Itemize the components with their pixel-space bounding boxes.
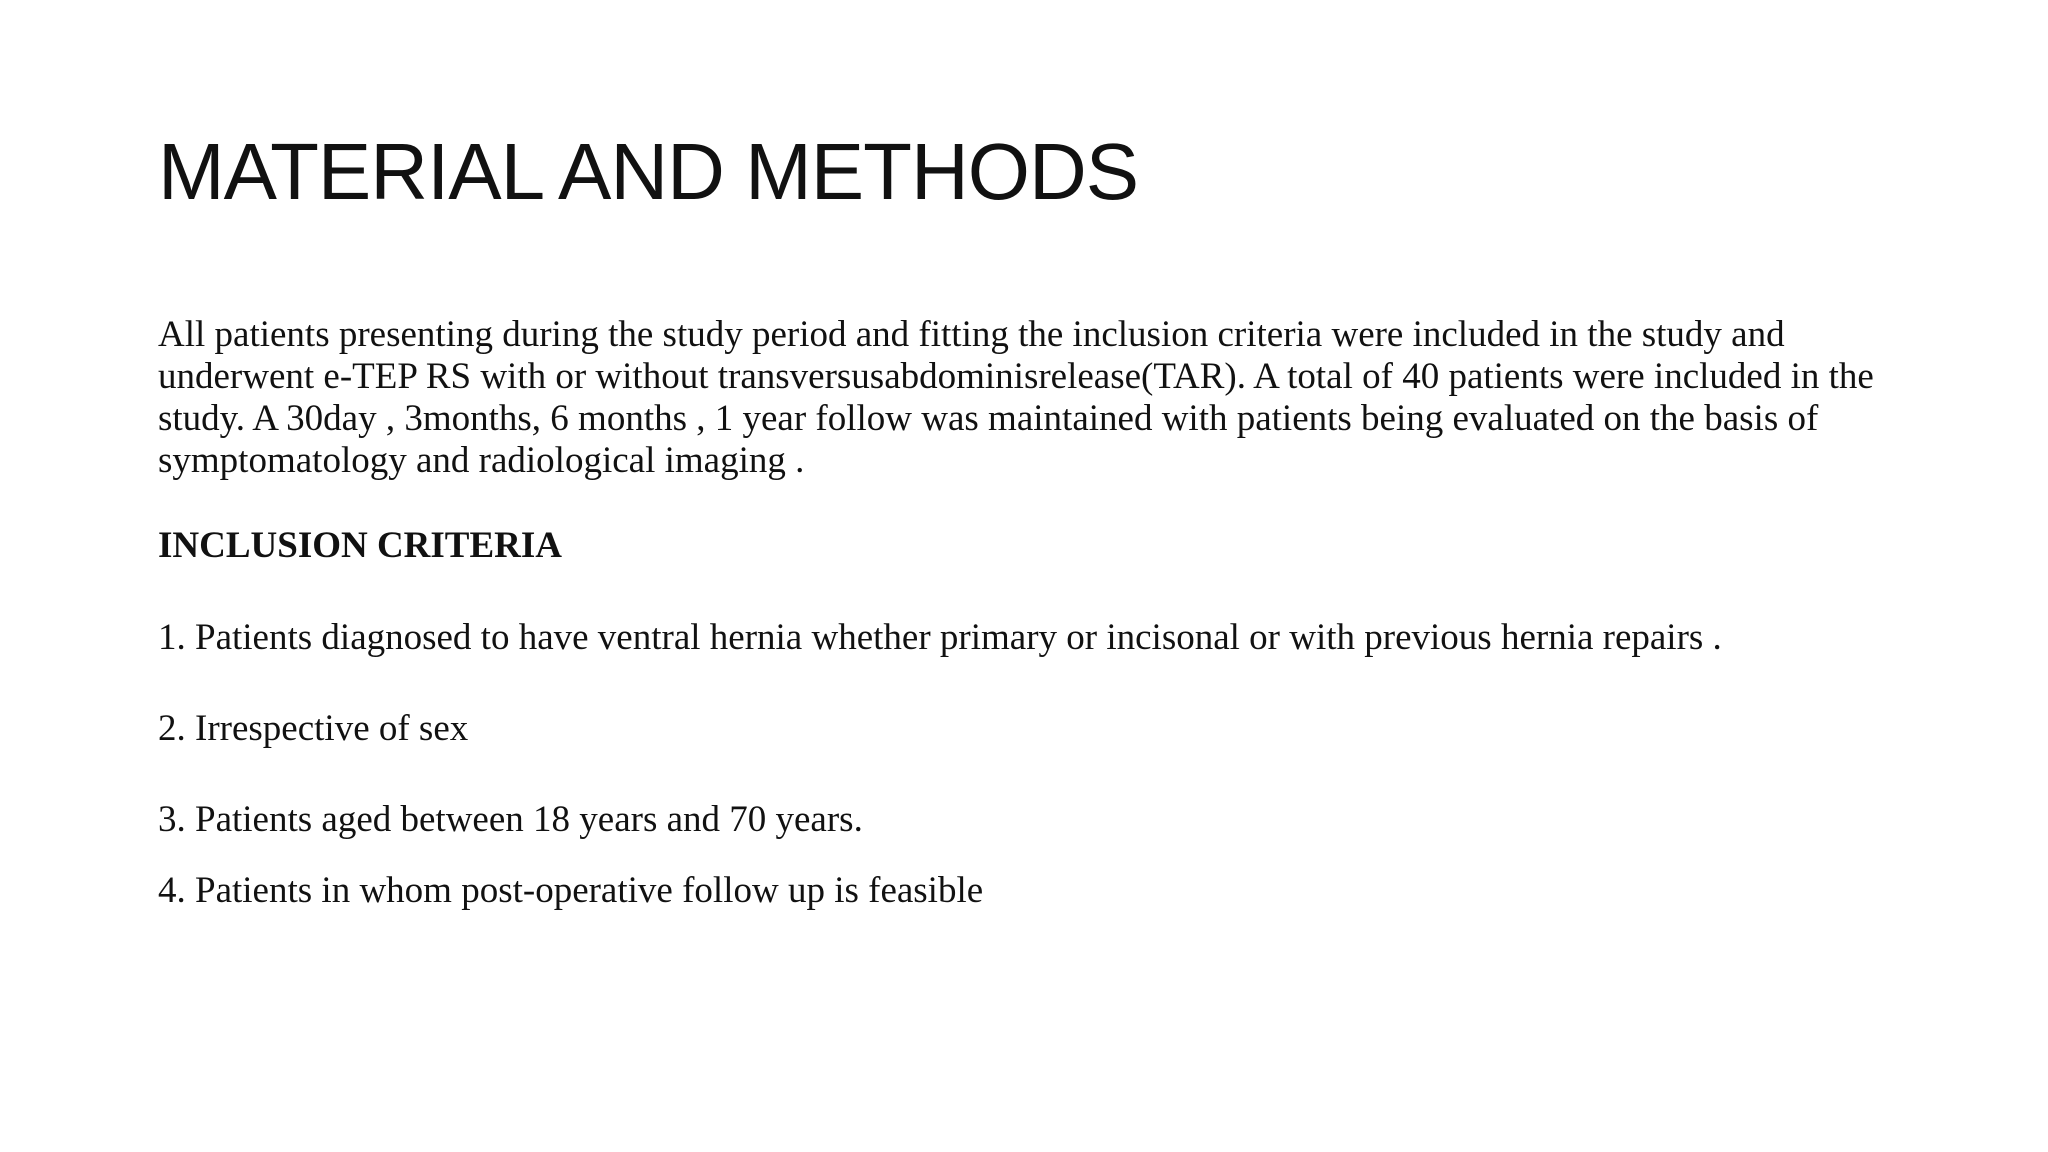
inclusion-criteria-heading: INCLUSION CRITERIA — [158, 525, 563, 566]
criteria-item-4: 4. Patients in whom post-operative follow up is feasible — [158, 870, 984, 911]
criteria-item-2: 2. Irrespective of sex — [158, 708, 469, 749]
criteria-item-3: 3. Patients aged between 18 years and 70 years. — [158, 799, 863, 840]
intro-paragraph: All patients presenting during the study period and fitting the inclusion criteria were included in the study and underwent e-TEP RS with or without transversusabdominisrelease(TAR). A total of 40 patients were included in the study. A 30day , 3months, 6 months , 1 year follow was maintained with patients being evaluated on the basis of symptomatology and radiological imaging . — [158, 314, 1874, 481]
criteria-item-1: 1. Patients diagnosed to have ventral hernia whether primary or incisonal or with previous hernia repairs . — [158, 617, 1722, 658]
slide-title: MATERIAL AND METHODS — [158, 127, 1139, 216]
